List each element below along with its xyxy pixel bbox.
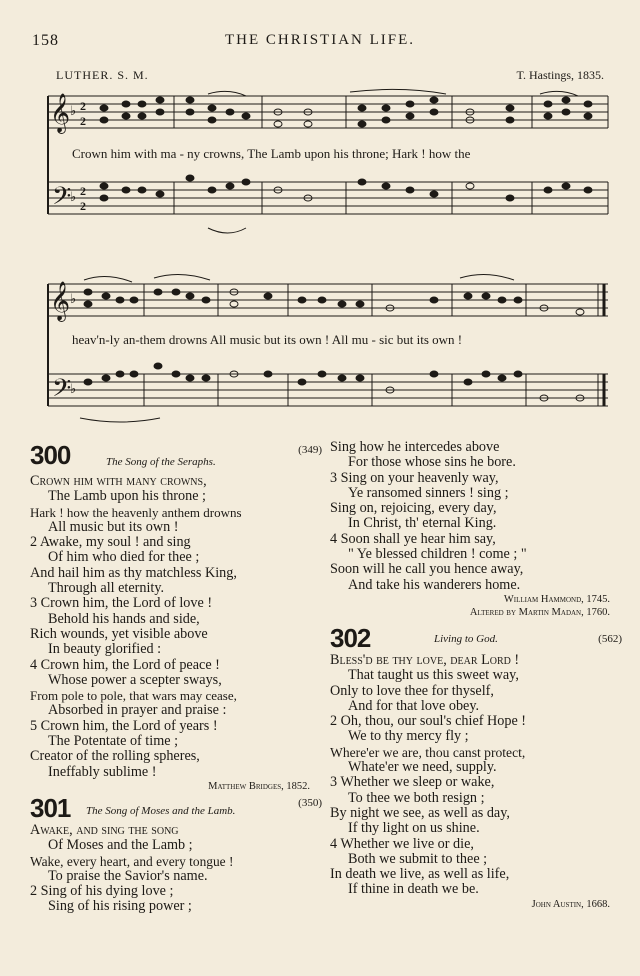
verse-line: 3 Sing on your heavenly way,: [330, 469, 499, 486]
svg-text:♭: ♭: [70, 189, 77, 204]
verse-line: 4 Crown him, the Lord of peace !: [30, 656, 220, 673]
verse-line: To thee we both resign ;: [348, 789, 485, 806]
hymn-title: Living to God.: [434, 632, 498, 645]
verse-line: 2 Oh, thou, our soul's chief Hope !: [330, 713, 527, 730]
verse-line: By night we see, as well as day,: [330, 804, 510, 821]
hymn-301-text-part-2: [330, 440, 630, 619]
verse-line: Awake, and sing the song: [30, 821, 179, 838]
verse-line: Behold his hands and side,: [48, 610, 200, 627]
verse-line: Sing how he intercedes above: [330, 439, 500, 455]
verse-line: Through all eternity.: [48, 580, 165, 597]
verse-line: 5 Crown him, the Lord of years !: [30, 717, 218, 734]
verse-line: The Potentate of time ;: [48, 733, 179, 750]
hymn-number: 301: [30, 792, 71, 823]
staff-graphic-2: [40, 270, 612, 430]
tune-line: [56, 68, 604, 84]
verse-line: 4 Whether we live or die,: [330, 835, 474, 852]
page-header: [0, 32, 640, 54]
music-system-2: [40, 270, 612, 430]
hymn-reference: (562): [598, 632, 622, 645]
author-attribution: Matthew Bridges, 1852.: [208, 780, 310, 792]
verse-line: That taught us this sweet way,: [348, 667, 519, 684]
svg-text:𝄢: 𝄢: [52, 374, 72, 409]
svg-text:𝄢: 𝄢: [52, 182, 72, 217]
left-column: [30, 440, 330, 915]
verse-line: And hail him as thy matchless King,: [30, 564, 237, 581]
verse-line: In death we live, as well as life,: [330, 866, 510, 883]
verse-line: And take his wanderers home.: [348, 576, 521, 593]
svg-text:♭: ♭: [70, 381, 77, 396]
hymn-302-heading: [330, 623, 630, 653]
hymn-title: The Song of Moses and the Lamb.: [86, 804, 236, 817]
verse-line: Both we submit to thee ;: [348, 850, 488, 867]
verse-line: Rich wounds, yet visible above: [30, 625, 208, 642]
tune-name: LUTHER. S. M.: [56, 68, 149, 82]
verse-line: In beauty glorified :: [48, 641, 162, 658]
verse-line: Where'er we are, thou canst protect,: [330, 744, 526, 760]
alteration-attribution: Altered by Martin Madan, 1760.: [469, 606, 610, 618]
verse-line: We to thy mercy fly ;: [348, 728, 469, 745]
svg-text:2: 2: [80, 99, 86, 113]
author-attribution: John Austin, 1668.: [531, 898, 610, 910]
verse-line: Crown him with many crowns,: [30, 473, 207, 489]
verse-line: Of Moses and the Lamb ;: [48, 837, 193, 854]
verse-line: Only to love thee for thyself,: [330, 682, 494, 699]
verse-line: Whate'er we need, supply.: [348, 759, 497, 776]
hymn-300-heading: [30, 440, 330, 474]
author-attribution: William Hammond, 1745.: [503, 593, 610, 605]
running-title: THE CHRISTIAN LIFE.: [224, 32, 416, 48]
hymn-reference: (350): [298, 796, 322, 809]
verse-line: " Ye blessed children ! come ; ": [348, 546, 527, 563]
lyrics-system-1: Crown him with ma - ny crowns, The Lamb upon his throne; Hark ! how the: [72, 146, 471, 161]
music-system-1: [40, 88, 612, 254]
verse-line: Soon will he call you hence away,: [330, 561, 524, 578]
verse-line: Whose power a scepter sways,: [48, 671, 222, 688]
verse-line: Creator of the rolling spheres,: [30, 748, 200, 765]
verse-line: Sing of his rising power ;: [48, 898, 192, 915]
verse-line: All music but its own !: [48, 518, 179, 535]
verse-line: Wake, every heart, and every tongue !: [30, 853, 234, 869]
verse-line: Absorbed in prayer and praise :: [48, 702, 227, 719]
hymn-number: 300: [30, 440, 71, 470]
svg-text:𝄞: 𝄞: [50, 281, 71, 321]
verse-line: 3 Whether we sleep or wake,: [330, 774, 495, 791]
hymn-title: The Song of the Seraphs.: [106, 456, 216, 468]
verse-line: 4 Soon shall ye hear him say,: [330, 530, 496, 547]
svg-text:♭: ♭: [70, 291, 77, 306]
verse-line: 2 Awake, my soul ! and sing: [30, 534, 191, 551]
verse-line: Hark ! how the heavenly anthem drowns: [30, 504, 242, 520]
verse-line: To praise the Savior's name.: [48, 867, 208, 884]
verse-line: If thine in death we be.: [348, 881, 479, 898]
verse-line: Of him who died for thee ;: [48, 549, 200, 566]
verse-line: The Lamb upon his throne ;: [48, 488, 207, 505]
hymn-301-text-part-1: [30, 823, 330, 915]
hymn-300-text: [30, 474, 330, 793]
svg-text:2: 2: [80, 199, 86, 213]
verse-line: Ye ransomed sinners ! sing ;: [348, 484, 509, 501]
svg-text:2: 2: [80, 184, 86, 198]
hymn-302-text: [330, 653, 630, 911]
page-number: 158: [32, 32, 59, 49]
svg-text:𝄞: 𝄞: [50, 93, 71, 133]
verse-line: From pole to pole, that wars may cease,: [30, 688, 237, 704]
verse-line: Ineffably sublime !: [48, 763, 157, 780]
verse-line: For those whose sins he bore.: [348, 454, 516, 471]
right-column: [330, 440, 630, 911]
verse-line: 2 Sing of his dying love ;: [30, 883, 174, 900]
svg-text:2: 2: [80, 114, 86, 128]
verse-line: And for that love obey.: [348, 697, 480, 714]
hymn-texts: [0, 440, 640, 970]
staff-graphic-1: [40, 88, 612, 254]
hymn-301-heading: [30, 793, 330, 823]
svg-text:♭: ♭: [70, 103, 77, 118]
hymn-reference: (349): [298, 444, 322, 456]
hymn-number: 302: [330, 622, 371, 653]
verse-line: In Christ, th' eternal King.: [348, 515, 497, 532]
verse-line: If thy light on us shine.: [348, 820, 480, 837]
tune-composer: T. Hastings, 1835.: [516, 68, 604, 82]
verse-line: Sing on, rejoicing, every day,: [330, 500, 497, 517]
verse-line: Bless'd be thy love, dear Lord !: [330, 651, 520, 668]
lyrics-system-2: heav'n-ly an-them drowns All music but its own ! All mu - sic but its own !: [72, 332, 463, 347]
verse-line: 3 Crown him, the Lord of love !: [30, 595, 213, 612]
